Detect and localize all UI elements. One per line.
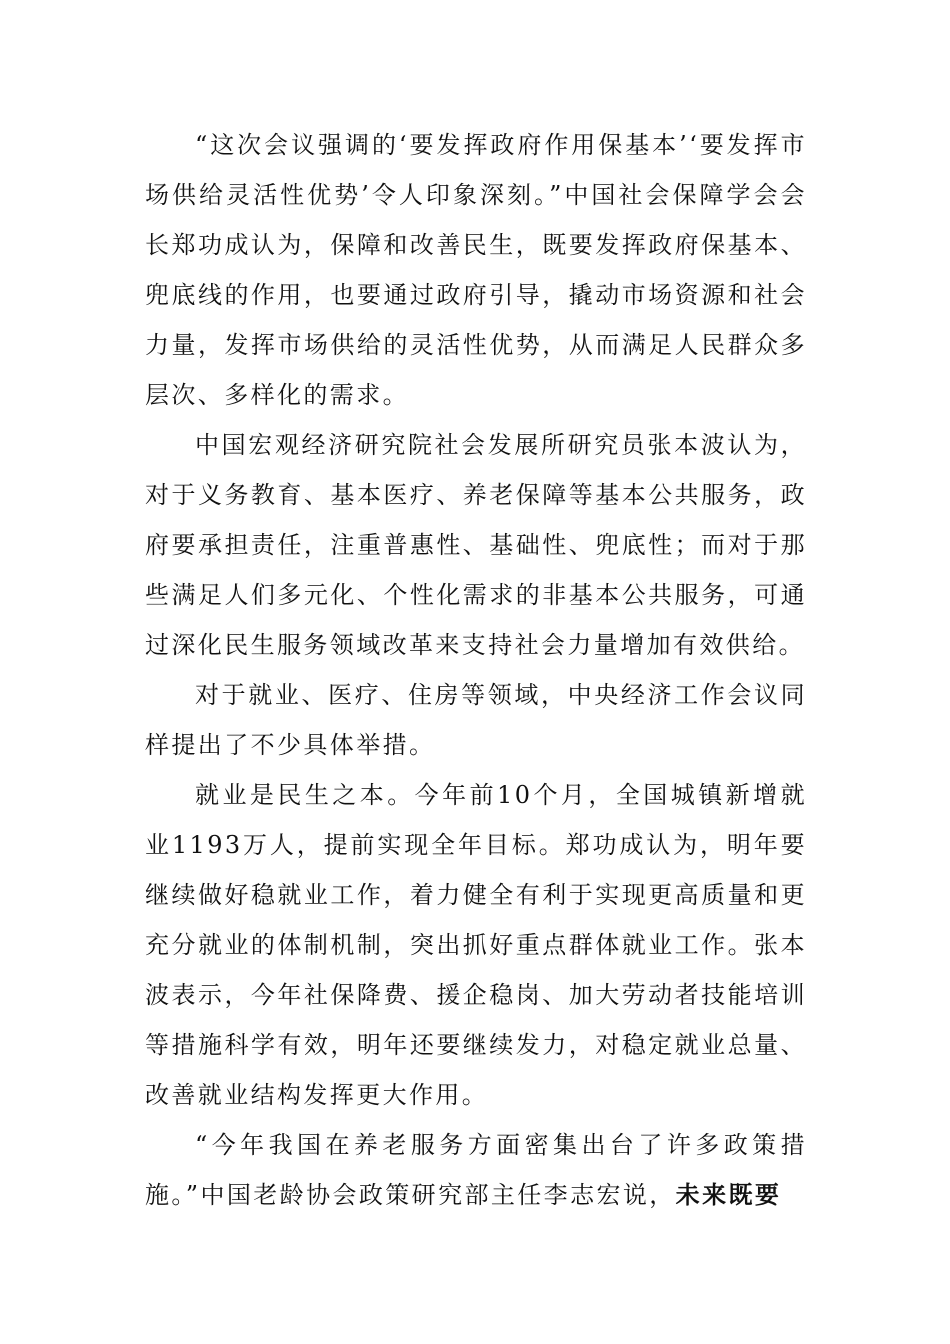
paragraph-5-text: “今年我国在养老服务方面密集出台了许多政策措施。”中国老龄协会政策研究部主任李志宏说， xyxy=(145,1131,807,1209)
paragraph-1 xyxy=(145,120,807,420)
paragraph-2 xyxy=(145,420,807,670)
paragraph-4-text: 就业是民生之本。今年前10个月，全国城镇新增就业1193万人，提前实现全年目标。郑功成认为，明年要继续做好稳就业工作，着力健全有利于实现更高质量和更充分就业的体制机制，突出抓好重点群体就业工作。张本波表示，今年社保降费、援企稳岗、加大劳动者技能培训等措施科学有效，明年还要继续发力，对稳定就业总量、改善就业结构发挥更大作用。 xyxy=(145,781,807,1109)
paragraph-3-text: 对于就业、医疗、住房等领域，中央经济工作会议同样提出了不少具体举措。 xyxy=(145,681,807,759)
paragraph-5 xyxy=(145,1120,807,1220)
article-body xyxy=(145,120,807,1220)
paragraph-5-bold-text: 未来既要 xyxy=(675,1180,782,1209)
paragraph-1-text: “这次会议强调的‘要发挥政府作用保基本’‘要发挥市场供给灵活性优势’令人印象深刻。”中国社会保障学会会长郑功成认为，保障和改善民生，既要发挥政府保基本、兜底线的作用，也要通过政府引导，撬动市场资源和社会力量，发挥市场供给的灵活性优势，从而满足人民群众多层次、多样化的需求。 xyxy=(145,131,807,409)
paragraph-3 xyxy=(145,670,807,770)
paragraph-2-text: 中国宏观经济研究院社会发展所研究员张本波认为，对于义务教育、基本医疗、养老保障等基本公共服务，政府要承担责任，注重普惠性、基础性、兜底性；而对于那些满足人们多元化、个性化需求的非基本公共服务，可通过深化民生服务领域改革来支持社会力量增加有效供给。 xyxy=(145,431,807,659)
paragraph-4 xyxy=(145,770,807,1120)
